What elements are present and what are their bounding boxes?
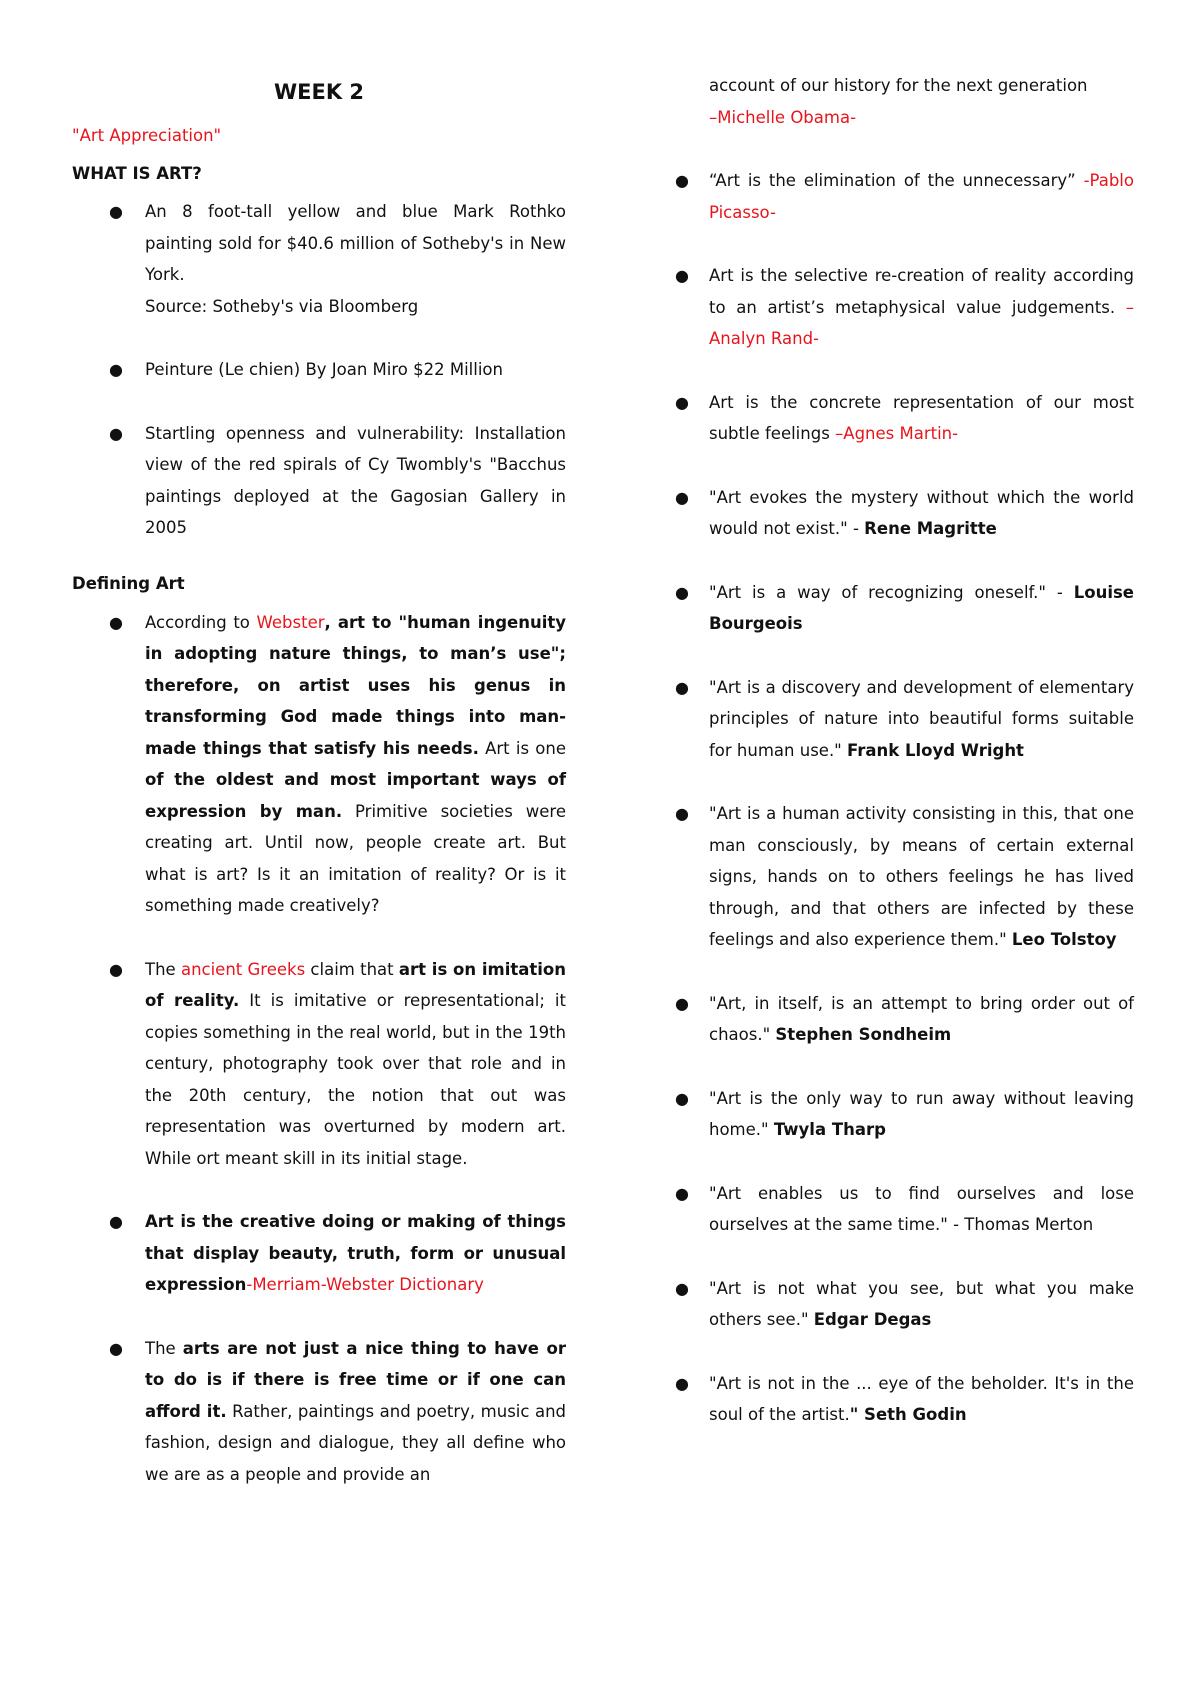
bold-segment: , art to "human ingenuity in adopting nature things, to man’s use"; therefore, on artist uses his genus in transforming God made things into man-made things that satisfy his needs. xyxy=(145,612,566,758)
citation-merriam-webster: -Merriam-Webster Dictionary xyxy=(246,1275,484,1294)
quote-text: "Art enables us to find ourselves and lose ourselves at the same time." - Thomas Merton xyxy=(709,1183,1134,1234)
quote-item xyxy=(650,482,1134,545)
item-text: Startling openness and vulnerability: Installation view of the red spirals of Cy Twombly's "Bacchus paintings deployed at the Gagosian Gallery in 2005 xyxy=(145,423,566,537)
left-column xyxy=(72,70,566,1490)
bullet-icon: ● xyxy=(109,959,123,979)
quote-text: "Art evokes the mystery without which the world would not exist." - xyxy=(709,487,1134,538)
text-segment: Art is one xyxy=(478,738,566,758)
bullet-icon: ● xyxy=(109,1212,123,1231)
bullet-icon: ● xyxy=(109,1338,123,1358)
list-item xyxy=(72,418,566,544)
quote-item xyxy=(650,577,1134,640)
page-title: WEEK 2 xyxy=(273,80,365,104)
bullet-icon: ● xyxy=(675,582,689,602)
bullet-icon: ● xyxy=(109,423,123,443)
quote-text: Art is the concrete representation of our most subtle feelings xyxy=(709,392,1134,443)
quote-item xyxy=(650,165,1134,228)
quote-author: " Seth Godin xyxy=(849,1405,967,1424)
quote-text: "Art is not what you see, but what you make others see." xyxy=(709,1278,1134,1329)
quote-author: Edgar Degas xyxy=(813,1310,932,1329)
quotes-list xyxy=(650,165,1134,1431)
quote-author: Rene Magritte xyxy=(864,519,997,538)
text-segment: It is imitative or representational; it copies something in the real world, but in the 19th century, photography took over that role and in the 20th century, the notion that out was representation was overturned by modern art. While ort meant skill in its initial stage. xyxy=(145,991,566,1168)
bullet-icon: ● xyxy=(675,804,689,823)
quote-text: "Art is the only way to run away without leaving home." xyxy=(709,1088,1134,1139)
quote-text: "Art is a way of recognizing oneself." - xyxy=(709,582,1074,602)
bullet-icon: ● xyxy=(675,392,689,412)
bullet-icon: ● xyxy=(675,487,689,507)
quote-author: Stephen Sondheim xyxy=(775,1025,952,1044)
quote-text: "Art is a human activity consisting in this, that one man consciously, by means of certain external signs, hands on to others feelings he has lived through, and that others are infected by these feelings and also experience them." xyxy=(709,804,1134,949)
heading-what-is-art: WHAT IS ART? xyxy=(72,164,202,183)
quote-item xyxy=(650,1273,1134,1336)
quote-author: –Agnes Martin- xyxy=(835,424,959,443)
quote-text: "Art is not in the ... eye of the beholder. It's in the soul of the artist. xyxy=(709,1373,1134,1424)
heading-defining-art: Defining Art xyxy=(72,573,185,593)
quote-author: -Pablo Picasso- xyxy=(709,171,1134,222)
quote-text: "Art is a discovery and development of elementary principles of nature into beautiful forms suitable for human use." xyxy=(709,677,1134,760)
bullet-icon: ● xyxy=(109,612,123,632)
bullet-icon: ● xyxy=(675,171,689,190)
quote-item xyxy=(650,1178,1134,1241)
bullet-icon: ● xyxy=(109,202,123,221)
continued-paragraph xyxy=(650,70,1134,133)
bold-segment: art is on imitation of reality. xyxy=(145,959,567,1010)
bold-segment: of the oldest and most important ways of expression by man. xyxy=(145,770,566,821)
text-segment: The xyxy=(145,1338,183,1358)
quote-author: Louise Bourgeois xyxy=(709,582,1134,633)
bullet-icon: ● xyxy=(675,266,689,285)
quote-item xyxy=(650,1083,1134,1146)
quote-item xyxy=(650,1368,1134,1431)
continued-text: account of our history for the next generation xyxy=(709,76,1088,95)
list-item xyxy=(72,196,566,322)
quote-item xyxy=(650,798,1134,956)
bullet-icon: ● xyxy=(675,1278,689,1298)
list-item xyxy=(72,1206,566,1301)
right-column xyxy=(650,70,1134,1431)
bullet-icon: ● xyxy=(675,993,689,1013)
highlight-ancient-greeks: ancient Greeks xyxy=(180,959,306,979)
quote-item xyxy=(650,387,1134,450)
quote-author: Leo Tolstoy xyxy=(1011,930,1117,949)
item-source: Source: Sotheby's via Bloomberg xyxy=(145,296,419,316)
quote-author: –Analyn Rand- xyxy=(709,297,1134,348)
bold-segment: arts are not just a nice thing to have or to do is if there is free time or if one can afford it. xyxy=(145,1338,566,1421)
bold-segment: Art is the creative doing or making of things that display beauty, truth, form or unusual expression xyxy=(145,1212,566,1294)
defining-art-list xyxy=(72,607,566,1491)
list-item xyxy=(72,607,566,922)
bullet-icon: ● xyxy=(675,1183,689,1203)
quote-author: Frank Lloyd Wright xyxy=(847,740,1024,760)
text-segment: According to xyxy=(145,612,257,632)
highlight-webster: Webster xyxy=(256,612,325,632)
subtitle: "Art Appreciation" xyxy=(72,126,222,145)
item-text: An 8 foot-tall yellow and blue Mark Rothko painting sold for $40.6 million of Sotheby's in New York. xyxy=(145,202,566,284)
bullet-icon: ● xyxy=(675,1088,689,1108)
quote-item xyxy=(650,988,1134,1051)
list-item xyxy=(72,354,566,386)
text-segment: Rather, paintings and poetry, music and fashion, design and dialogue, they all define who we are as a people and provide an xyxy=(145,1401,566,1484)
author-michelle-obama: –Michelle Obama- xyxy=(709,107,857,127)
text-segment: Primitive societies were creating art. Until now, people create art. But what is art? Is it an imitation of reality? Or is it something made creatively? xyxy=(145,801,566,915)
text-segment: The xyxy=(145,959,181,979)
list-item xyxy=(72,954,566,1175)
item-text: Peinture (Le chien) By Joan Miro $22 Million xyxy=(145,360,503,379)
quote-author: Twyla Tharp xyxy=(773,1120,886,1139)
quote-item xyxy=(650,260,1134,355)
text-segment: claim that xyxy=(305,959,399,979)
quote-item xyxy=(650,672,1134,767)
quote-text: "Art, in itself, is an attempt to bring order out of chaos." xyxy=(709,993,1134,1044)
bullet-icon: ● xyxy=(675,1373,689,1393)
bullet-icon: ● xyxy=(675,677,689,697)
what-is-art-list xyxy=(72,196,566,544)
quote-text: “Art is the elimination of the unnecessary” xyxy=(709,171,1084,190)
bullet-icon: ● xyxy=(109,360,123,379)
list-item xyxy=(72,1333,566,1491)
quote-text: Art is the selective re-creation of reality according to an artist’s metaphysical value judgements. xyxy=(709,266,1134,317)
